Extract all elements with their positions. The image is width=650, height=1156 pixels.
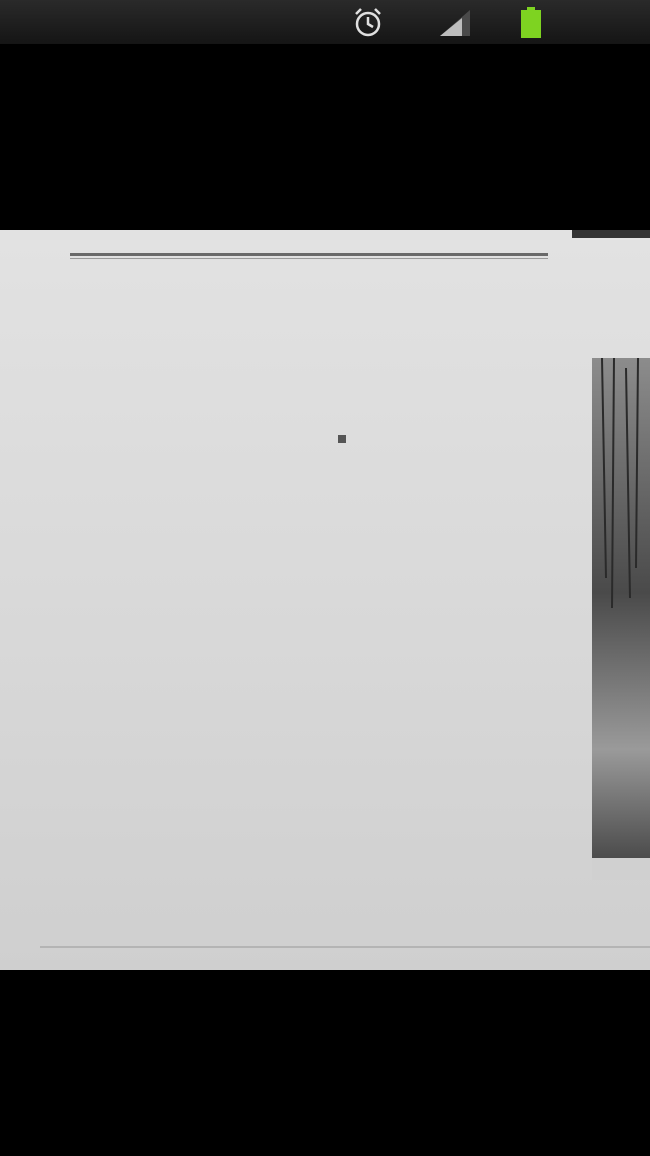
network-3g-icon: [396, 6, 426, 38]
adjacent-article-bar: [572, 230, 650, 238]
battery-icon: [521, 7, 541, 38]
newspaper-photo[interactable]: [0, 230, 650, 970]
end-of-article-mark: [338, 435, 346, 443]
article-column-right: [318, 424, 550, 454]
top-rule-thin: [70, 258, 548, 259]
status-bar: [0, 0, 650, 44]
bottom-rule: [40, 946, 650, 948]
top-rule: [70, 253, 548, 256]
paragraph-last: [318, 428, 550, 450]
article-column-left: [66, 594, 298, 598]
adjacent-article-photo: [592, 358, 650, 880]
alarm-clock-icon: [352, 6, 384, 38]
signal-icon: [438, 8, 472, 38]
